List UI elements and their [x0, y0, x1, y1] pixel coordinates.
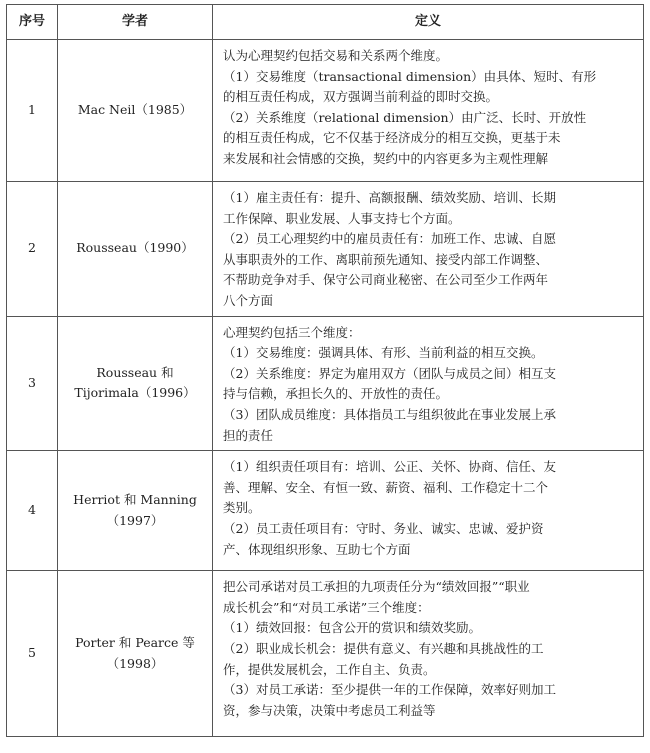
definition-line: 的相互责任构成，双方强调当前利益的即时交换。	[223, 89, 499, 105]
definition-line: （3）团队成员维度：具体指员工与组织彼此在事业发展上承	[223, 406, 556, 422]
row-index: 3	[7, 316, 58, 451]
definition-line: 的相互责任构成，它不仅基于经济成分的相互交换，更基于未	[223, 130, 561, 146]
table-row	[7, 40, 644, 182]
definition-line: 不帮助竞争对手、保守公司商业秘密、在公司至少工作两年	[223, 272, 549, 288]
definition-line: 把公司承诺对员工承担的九项责任分为“绩效回报”“职业	[223, 579, 530, 595]
definition-cell	[213, 40, 644, 182]
scholar-cell	[58, 316, 213, 451]
row-index: 4	[7, 451, 58, 571]
definition-line: （1）雇主责任有：提升、高额报酬、绩效奖励、培训、长期	[223, 190, 556, 205]
row-index: 5	[7, 571, 58, 737]
definition-line: （2）关系维度（relational dimension）由广泛、长时、开放性	[223, 109, 587, 125]
definition-line: （1）组织责任项目有：培训、公正、关怀、协商、信任、友	[223, 459, 556, 475]
scholar-line: （1998）	[106, 655, 164, 671]
table-row	[7, 316, 644, 451]
definition-line: 从事职责外的工作、离职前预先通知、接受内部工作调整、	[223, 251, 549, 267]
definition-line: （1）交易维度（transactional dimension）由具体、短时、有形	[223, 68, 597, 84]
scholar-cell	[58, 571, 213, 737]
scholar-line: Herriot 和 Manning	[73, 492, 197, 508]
scholar-line: Tijorimala（1996）	[74, 385, 196, 401]
scholar-line: Porter 和 Pearce 等	[75, 635, 195, 651]
definition-line: 八个方面	[223, 292, 274, 308]
definition-line: 类别。	[223, 500, 261, 516]
definition-line: （1）交易维度：强调具体、有形、当前利益的相互交换。	[223, 345, 544, 361]
scholar-cell	[58, 451, 213, 571]
definition-line: 善、理解、安全、有恒一致、薪资、福利、工作稳定十二个	[223, 479, 549, 495]
definition-cell	[213, 316, 644, 451]
definition-line: （2）员工责任项目有：守时、务业、诚实、忠诚、爱护资	[223, 520, 544, 536]
table-row	[7, 182, 644, 317]
scholar-line: Rousseau 和	[96, 364, 174, 380]
definition-line: 担的责任	[223, 427, 274, 443]
definition-line: （2）员工心理契约中的雇员责任有：加班工作、忠诚、自愿	[223, 231, 556, 247]
definition-line: （2）职业成长机会：提供有意义、有兴趣和具挑战性的工	[223, 640, 544, 656]
table-row	[7, 571, 644, 737]
definition-table	[6, 4, 644, 737]
table-body	[7, 40, 644, 737]
definition-line: （3）对员工承诺：至少提供一年的工作保障，效率好则加工	[223, 682, 556, 698]
header-scholar: 学者	[58, 5, 213, 40]
definition-line: 成长机会”和“对员工承诺”三个维度：	[223, 599, 430, 615]
definition-cell	[213, 571, 644, 737]
scholar-cell	[58, 182, 213, 317]
definition-line: 工作保障、职业发展、人事支持七个方面。	[223, 210, 461, 226]
header-index: 序号	[7, 5, 58, 40]
definition-line: 作，提供发展机会，工作自主、负责。	[223, 661, 436, 677]
scholar-line: （1997）	[106, 512, 164, 528]
scholar-line: Rousseau（1990）	[76, 240, 194, 256]
definition-line: 心理契约包括三个维度：	[223, 324, 361, 340]
definition-line: 产、体现组织形象、互助七个方面	[223, 541, 411, 557]
definition-line: 认为心理契约包括交易和关系两个维度。	[223, 48, 449, 63]
row-index: 2	[7, 182, 58, 317]
table-row	[7, 451, 644, 571]
header-row	[7, 5, 644, 40]
definition-line: （1）绩效回报：包含公开的赏识和绩效奖励。	[223, 620, 481, 636]
header-definition: 定义	[213, 5, 644, 40]
scholar-line: Mac Neil（1985）	[77, 102, 193, 118]
definition-cell	[213, 451, 644, 571]
scholar-cell	[58, 40, 213, 182]
row-index: 1	[7, 40, 58, 182]
definition-line: 持与信赖，承担长久的、开放性的责任。	[223, 386, 449, 402]
definition-line: 来发展和社会情感的交换，契约中的内容更多为主观性理解	[223, 150, 549, 166]
definition-cell	[213, 182, 644, 317]
definition-line: （2）关系维度：界定为雇用双方（团队与成员之间）相互支	[223, 365, 556, 381]
definition-line: 资，参与决策，决策中考虑员工利益等	[223, 702, 436, 718]
